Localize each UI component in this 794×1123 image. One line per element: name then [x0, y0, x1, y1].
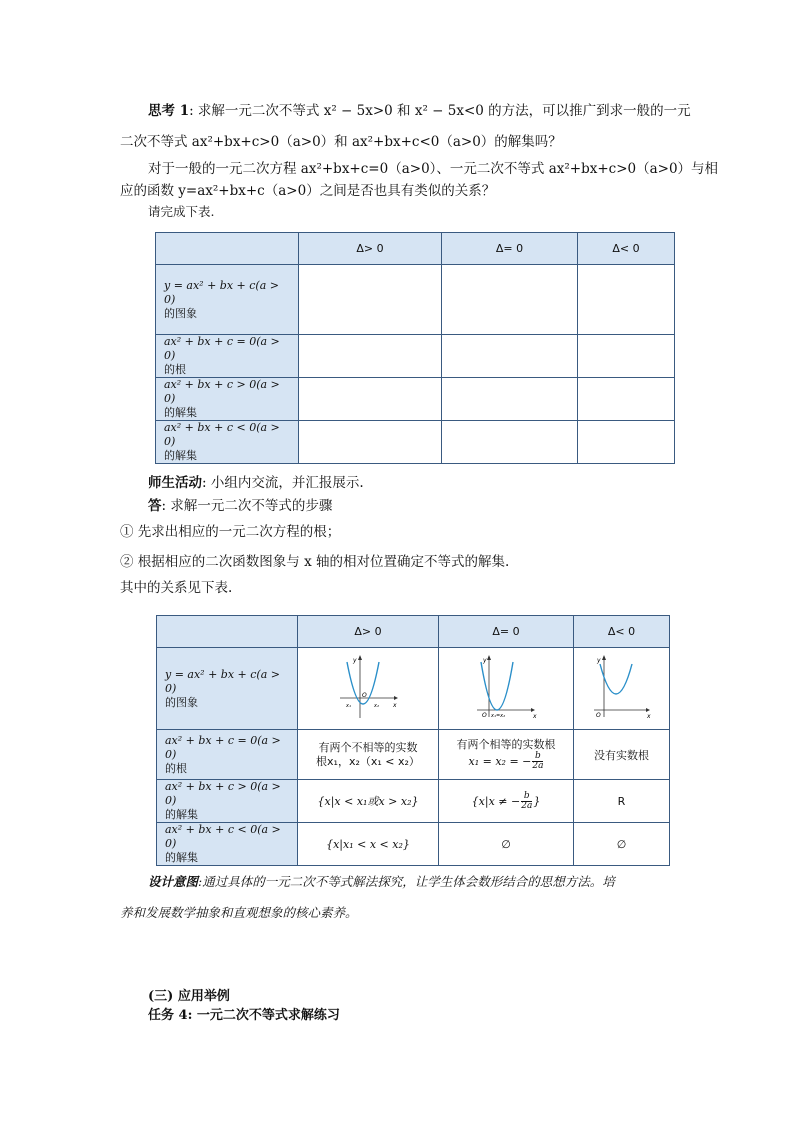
- activity-line: 师生活动: 小组内交流，并汇报展示.: [148, 475, 364, 491]
- header-delta-neg: Δ< 0: [578, 233, 675, 265]
- greater-solution-neg: R: [574, 780, 670, 823]
- intro-line-4: 应的函数 y=ax²+bx+c（a>0）之间是否也具有类似的关系？: [120, 183, 496, 199]
- header-delta-pos: Δ> 0: [299, 233, 442, 265]
- task-title: 任务 4: 一元二次不等式求解练习: [148, 1008, 340, 1023]
- intro-line-3: 对于一般的一元二次方程 ax²+bx+c=0（a>0）、一元二次不等式 ax²+bx+c>0（a>0）与相: [148, 161, 719, 177]
- intro-line-5: 请完成下表.: [148, 204, 215, 219]
- parabola-no-root-graph: [592, 654, 652, 720]
- double-root-label: x₁=x₂: [491, 713, 506, 719]
- row-label-greater: ax² + bx + c > 0(a > 0) 的解集: [157, 780, 298, 823]
- section-title: (三) 应用举例: [148, 989, 230, 1004]
- header-delta-neg: Δ< 0: [574, 616, 670, 648]
- root1-label: x₁: [346, 703, 351, 709]
- blank-cell[interactable]: [299, 335, 442, 378]
- header-corner: [156, 233, 299, 265]
- think-label: 思考 1: [148, 103, 190, 119]
- think-line-2: 二次不等式 ax²+bx+c>0（a>0）和 ax²+bx+c<0（a>0）的解集吗？: [120, 134, 562, 150]
- x-axis-label: x: [393, 702, 397, 709]
- blank-cell[interactable]: [578, 265, 675, 335]
- origin-label: O: [595, 712, 601, 719]
- header-delta-zero: Δ= 0: [442, 233, 578, 265]
- header-corner: [157, 616, 298, 648]
- blank-cell[interactable]: [442, 265, 578, 335]
- y-axis-label: y: [483, 657, 487, 664]
- blank-cell[interactable]: [299, 378, 442, 421]
- blank-cell[interactable]: [299, 421, 442, 464]
- y-axis-label: y: [353, 657, 357, 664]
- x-axis-label: x: [533, 713, 537, 720]
- greater-solution-zero: {x|x ≠ − $\frac{b}{2a}$ }: [439, 780, 574, 823]
- parabola-two-roots-graph: [338, 654, 398, 720]
- header-delta-pos: Δ> 0: [298, 616, 439, 648]
- row-label-roots: ax² + bx + c = 0(a > 0) 的根: [156, 335, 299, 378]
- greater-solution-pos: {x|x < x₁或x > x₂}: [298, 780, 439, 823]
- activity-label: 师生活动: [148, 475, 202, 491]
- x-axis-label: x: [646, 713, 651, 720]
- row-label-graph: y = ax² + bx + c(a > 0) 的图象: [156, 265, 299, 335]
- root2-label: x₂: [374, 703, 379, 709]
- less-solution-neg: ∅: [574, 823, 670, 866]
- header-delta-zero: Δ= 0: [439, 616, 574, 648]
- design-line-1: 设计意图:通过具体的一元二次不等式解法探究，让学生体会数形结合的思想方法。培: [148, 874, 615, 889]
- y-axis-label: y: [596, 657, 601, 664]
- step-1: ① 先求出相应的一元二次方程的根；: [120, 524, 341, 540]
- less-solution-zero: ∅: [439, 823, 574, 866]
- blank-cell[interactable]: [442, 335, 578, 378]
- blank-cell[interactable]: [578, 421, 675, 464]
- answer-line: 答: 求解一元二次不等式的步骤: [148, 498, 333, 514]
- row-label-roots: ax² + bx + c = 0(a > 0) 的根: [157, 730, 298, 780]
- less-solution-pos: {x|x₁ < x < x₂}: [298, 823, 439, 866]
- blank-cell[interactable]: [442, 421, 578, 464]
- design-line-2: 养和发展数学抽象和直观想象的核心素养。: [120, 905, 358, 920]
- roots-none: 没有实数根: [574, 730, 670, 780]
- design-label: 设计意图: [148, 874, 199, 889]
- relation-line: 其中的关系见下表.: [120, 580, 233, 596]
- step-2: ② 根据相应的二次函数图象与 x 轴的相对位置确定不等式的解集.: [120, 554, 510, 570]
- graph-no-root: [574, 648, 670, 730]
- answer-label: 答: [148, 498, 162, 514]
- blank-cell[interactable]: [442, 378, 578, 421]
- blank-table: [155, 232, 675, 464]
- origin-label: O: [362, 692, 367, 699]
- roots-two-equal: 有两个相等的实数根 x₁ = x₂ = − $\frac{b}{2a}$: [439, 730, 574, 780]
- summary-table: [156, 615, 670, 866]
- origin-label: O: [482, 712, 487, 719]
- row-label-greater: ax² + bx + c > 0(a > 0) 的解集: [156, 378, 299, 421]
- blank-cell[interactable]: [578, 335, 675, 378]
- graph-two-roots: [298, 648, 439, 730]
- blank-cell[interactable]: [299, 265, 442, 335]
- blank-cell[interactable]: [578, 378, 675, 421]
- parabola-one-root-graph: [475, 654, 537, 720]
- graph-one-root: [439, 648, 574, 730]
- think-line-1: [148, 101, 691, 121]
- row-label-graph: y = ax² + bx + c(a > 0) 的图象: [157, 648, 298, 730]
- row-label-less: ax² + bx + c < 0(a > 0) 的解集: [156, 421, 299, 464]
- think-text: : 求解一元二次不等式 x² − 5x>0 和 x² − 5x<0 的方法，可以推广到求一般的一元: [189, 103, 691, 119]
- roots-two-distinct: 有两个不相等的实数 根x₁，x₂（x₁ < x₂）: [298, 730, 439, 780]
- row-label-less: ax² + bx + c < 0(a > 0) 的解集: [157, 823, 298, 866]
